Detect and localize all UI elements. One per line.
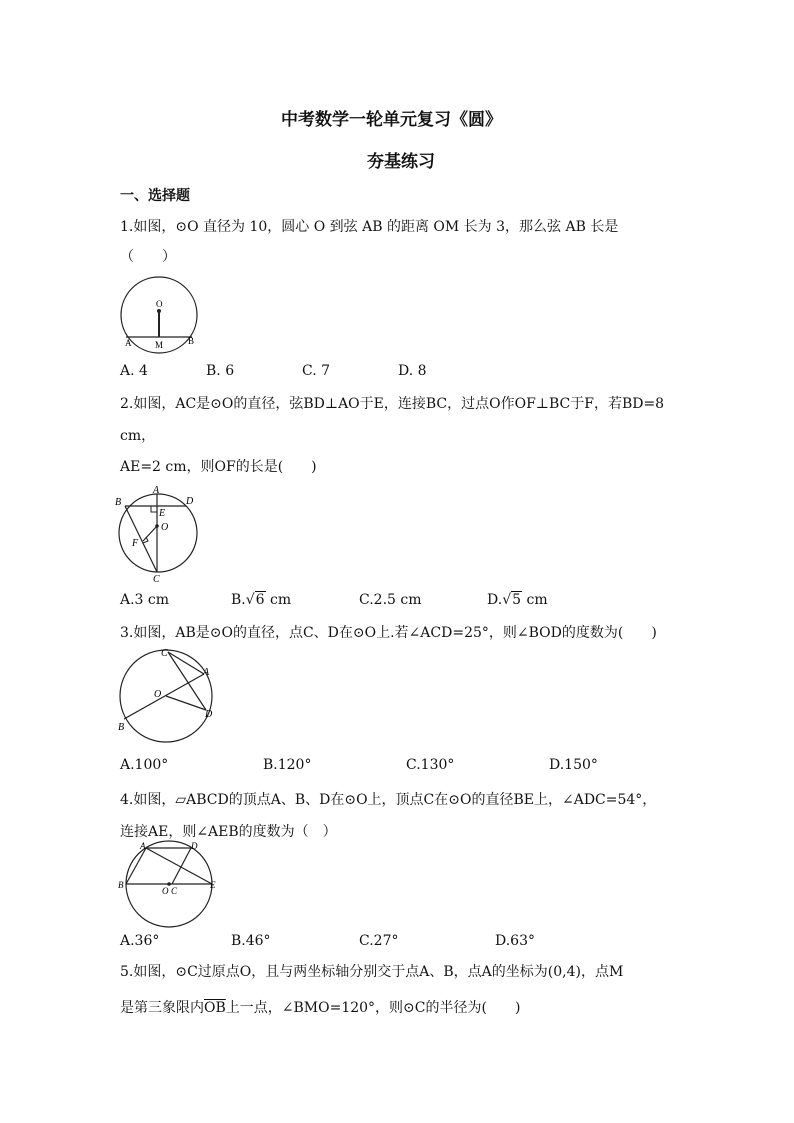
- q2-option-a: A.3 cm: [120, 592, 170, 608]
- label-m: M: [155, 340, 164, 350]
- label-a: A: [203, 667, 210, 678]
- q2-option-b: [231, 592, 291, 608]
- sqrt-symbol: √5: [502, 592, 522, 608]
- label-a: A: [153, 486, 160, 496]
- question-5-text-cont: [120, 997, 520, 1017]
- question-3-figure: [114, 646, 218, 746]
- label-c: C: [161, 648, 168, 659]
- q5-post: 上一点，∠BMO=120°，则⊙C的半径为( ): [225, 1000, 521, 1016]
- label-e: E: [210, 880, 216, 890]
- sqrt-symbol: √6: [245, 592, 265, 608]
- center-dot: [155, 524, 159, 528]
- arc-ob: $\overline{OB}$: [204, 1000, 226, 1016]
- segment-od: [166, 696, 206, 710]
- q2-option-d: [487, 592, 548, 608]
- question-4-figure: [114, 840, 220, 928]
- center-dot: [157, 309, 161, 313]
- label-c: C: [153, 574, 160, 584]
- q3-option-d: D.150°: [549, 757, 598, 773]
- label-b: B: [118, 722, 125, 733]
- segment-bc: [125, 506, 157, 572]
- label-o: O: [162, 886, 169, 896]
- q4-option-c: C.27°: [359, 933, 399, 949]
- segment-of: [143, 526, 157, 541]
- q1-option-d: D. 8: [398, 363, 427, 379]
- q5-pre: 是第三象限内: [120, 1000, 204, 1016]
- label-b: B: [188, 336, 195, 346]
- side-dc: [172, 848, 191, 884]
- question-1-text: 1.如图，⊙O 直径为 10，圆心 O 到弦 AB 的距离 OM 长为 3，那么弦 AB 长是: [120, 219, 619, 235]
- label-o: O: [154, 689, 162, 700]
- q3-option-a: A.100°: [120, 757, 169, 773]
- question-1-figure: [112, 276, 218, 356]
- label-o: O: [161, 522, 169, 533]
- label-d: D: [191, 841, 198, 851]
- diameter-ab: [124, 674, 204, 719]
- label-c: C: [171, 886, 178, 896]
- q1-option-a: A. 4: [120, 363, 148, 379]
- question-2-text: 2.如图，AC是⊙O的直径，弦BD⊥AO于E，连接BC，过点O作OF⊥BC于F，若BD=8: [120, 396, 665, 412]
- q2-option-d-unit: cm: [526, 592, 548, 608]
- question-1-paren: （ ）: [120, 249, 176, 265]
- question-4-text: 4.如图，▱ABCD的顶点A、B、D在⊙O上，顶点C在⊙O的直径BE上，∠ADC=54°，: [120, 792, 657, 808]
- q4-option-d: D.63°: [495, 933, 535, 949]
- q2-option-b-prefix: B.: [231, 592, 246, 608]
- q4-option-b: B.46°: [231, 933, 271, 949]
- page-subtitle: 夯基练习: [367, 152, 435, 172]
- side-ab: [126, 848, 146, 884]
- segment-cd: [168, 652, 206, 710]
- question-2-figure: [114, 486, 204, 584]
- q2-option-d-prefix: D.: [487, 592, 503, 608]
- label-b: B: [115, 497, 122, 508]
- q1-option-c: C. 7: [302, 363, 331, 379]
- q4-option-a: A.36°: [120, 933, 160, 949]
- label-d: D: [186, 496, 194, 507]
- q2-option-d-radicand: 5: [512, 592, 522, 608]
- q2-option-c: C.2.5 cm: [359, 592, 422, 608]
- right-angle-e: [151, 506, 157, 512]
- label-e: E: [159, 508, 166, 519]
- label-f: F: [132, 538, 139, 549]
- segment-ae: [146, 848, 212, 884]
- question-3-text: 3.如图，AB是⊙O的直径，点C、D在⊙O上.若∠ACD=25°，则∠BOD的度数为( ): [120, 625, 657, 641]
- question-2-text-cont: cm，: [120, 428, 156, 444]
- section-heading: 一、选择题: [120, 188, 190, 204]
- q3-option-b: B.120°: [263, 757, 312, 773]
- question-2-text-line3: AE=2 cm，则OF的长是( ): [120, 459, 317, 475]
- q2-option-b-unit: cm: [270, 592, 292, 608]
- page-title: 中考数学一轮单元复习《圆》: [281, 110, 502, 130]
- q2-option-b-radicand: 6: [255, 592, 265, 608]
- label-o: O: [156, 299, 163, 309]
- label-b: B: [118, 880, 124, 890]
- label-a: A: [125, 338, 132, 348]
- q1-option-b: B. 6: [206, 363, 235, 379]
- question-4-text-cont: 连接AE，则∠AEB的度数为（ ）: [120, 824, 337, 840]
- q3-option-c: C.130°: [406, 757, 455, 773]
- label-a: A: [140, 841, 146, 851]
- question-5-text: 5.如图，⊙C过原点O，且与两坐标轴分别交于点A、B，点A的坐标为(0,4)，点M: [120, 964, 624, 980]
- label-d: D: [205, 709, 213, 720]
